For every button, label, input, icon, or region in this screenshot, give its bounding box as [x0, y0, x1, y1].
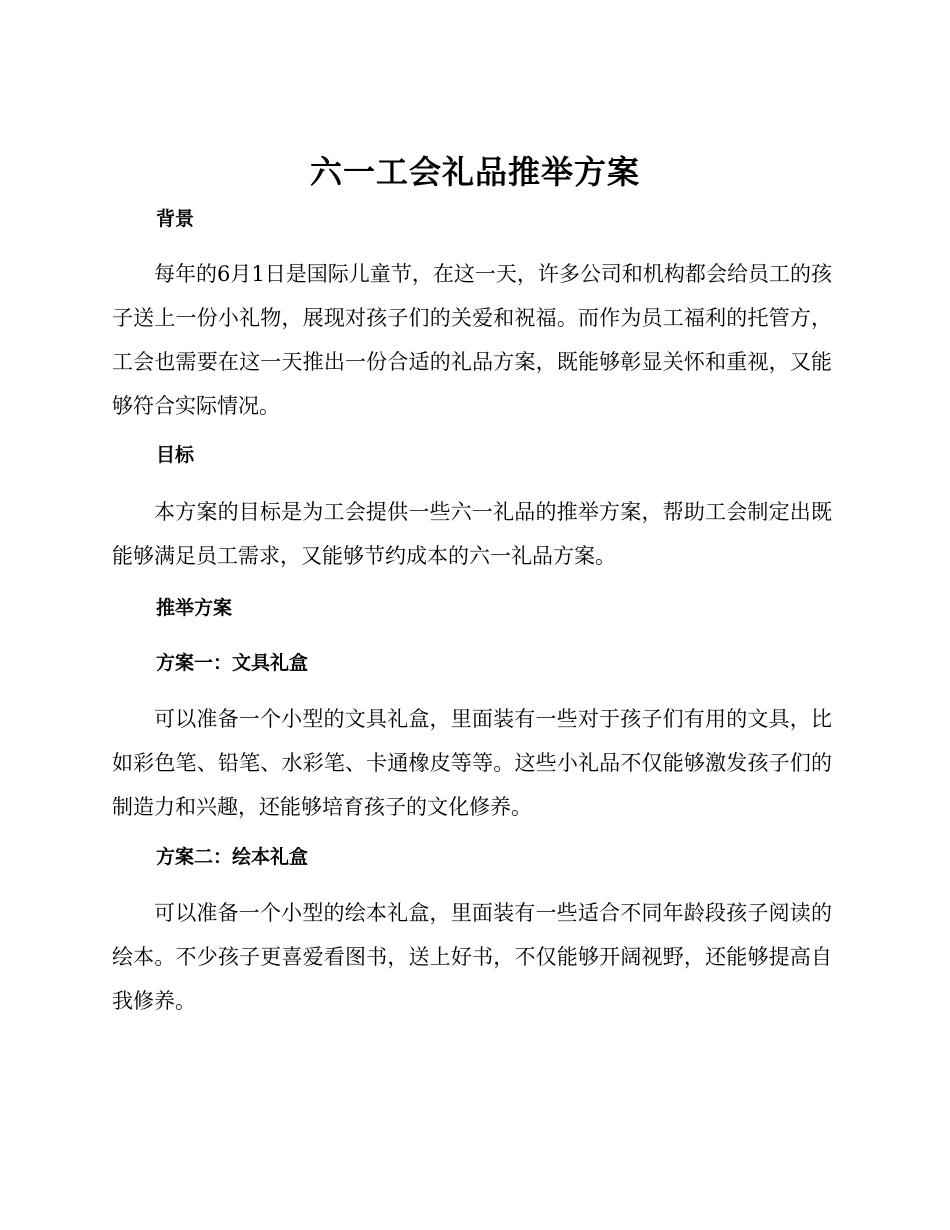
- section-heading-plan-two: 方案二：绘本礼盒: [156, 846, 309, 868]
- section-heading-plan-one: 方案一：文具礼盒: [156, 652, 309, 674]
- paragraph-plan-one: 可以准备一个小型的文具礼盒，里面装有一些对于孩子们有用的文具，比如彩色笔、铅笔、水彩笔、卡通橡皮等等。这些小礼品不仅能够激发孩子们的制造力和兴趣，还能够培育孩子的文化修养。: [112, 707, 832, 819]
- paragraph-goal: 本方案的目标是为工会提供一些六一礼品的推举方案，帮助工会制定出既能够满足员工需求，又能够节约成本的六一礼品方案。: [112, 500, 832, 568]
- section-heading-background: 背景: [156, 208, 195, 230]
- section-heading-proposals: 推举方案: [156, 597, 233, 619]
- paragraph-background: 每年的6月1日是国际儿童节，在这一天，许多公司和机构都会给员工的孩子送上一份小礼物，展现对孩子们的关爱和祝福。而作为员工福利的托管方，工会也需要在这一天推出一份合适的礼品方案，既能够彰显关怀和重视，又能够符合实际情况。: [112, 262, 832, 418]
- document-title: 六一工会礼品推举方案: [309, 153, 640, 191]
- paragraph-plan-two: 可以准备一个小型的绘本礼盒，里面装有一些适合不同年龄段孩子阅读的绘本。不少孩子更喜爱看图书，送上好书，不仅能够开阔视野，还能够提高自我修养。: [112, 901, 832, 1013]
- section-heading-goal: 目标: [156, 444, 195, 466]
